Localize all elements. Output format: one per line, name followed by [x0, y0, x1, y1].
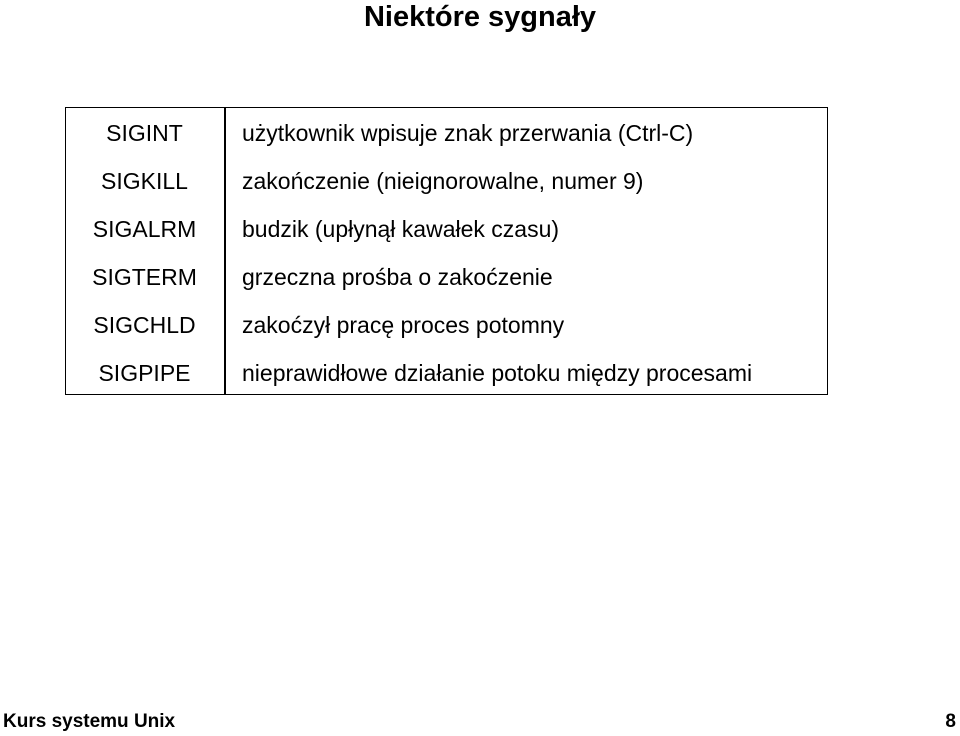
signal-name: SIGPIPE	[98, 360, 191, 386]
signal-description: nieprawidłowe działanie potoku między procesami	[242, 360, 753, 386]
table-row-sigterm	[65, 253, 828, 301]
footer-page-number: 8	[945, 711, 956, 732]
signal-description: budzik (upłynął kawałek czasu)	[242, 216, 560, 242]
slide-title: Niektóre sygnały	[363, 1, 597, 33]
table-row-sigkill	[65, 157, 828, 205]
signal-name: SIGALRM	[92, 216, 197, 242]
table-row-sigalrm	[65, 205, 828, 253]
table-row-sigchld	[65, 301, 828, 349]
table-row-sigint	[65, 109, 828, 157]
signal-name: SIGTERM	[92, 264, 197, 290]
footer-course-name: Kurs systemu Unix	[3, 711, 176, 732]
signal-name: SIGKILL	[101, 168, 188, 194]
signal-name: SIGINT	[106, 120, 183, 146]
signal-description: zakoćzył pracę proces potomny	[242, 312, 565, 338]
signal-description: zakończenie (nieignorowalne, numer 9)	[242, 168, 644, 194]
signal-description: grzeczna prośba o zakoćzenie	[242, 264, 553, 290]
table-row-sigpipe	[65, 349, 828, 397]
signal-name: SIGCHLD	[93, 312, 196, 338]
signal-description: użytkownik wpisuje znak przerwania (Ctrl-C)	[242, 120, 694, 146]
